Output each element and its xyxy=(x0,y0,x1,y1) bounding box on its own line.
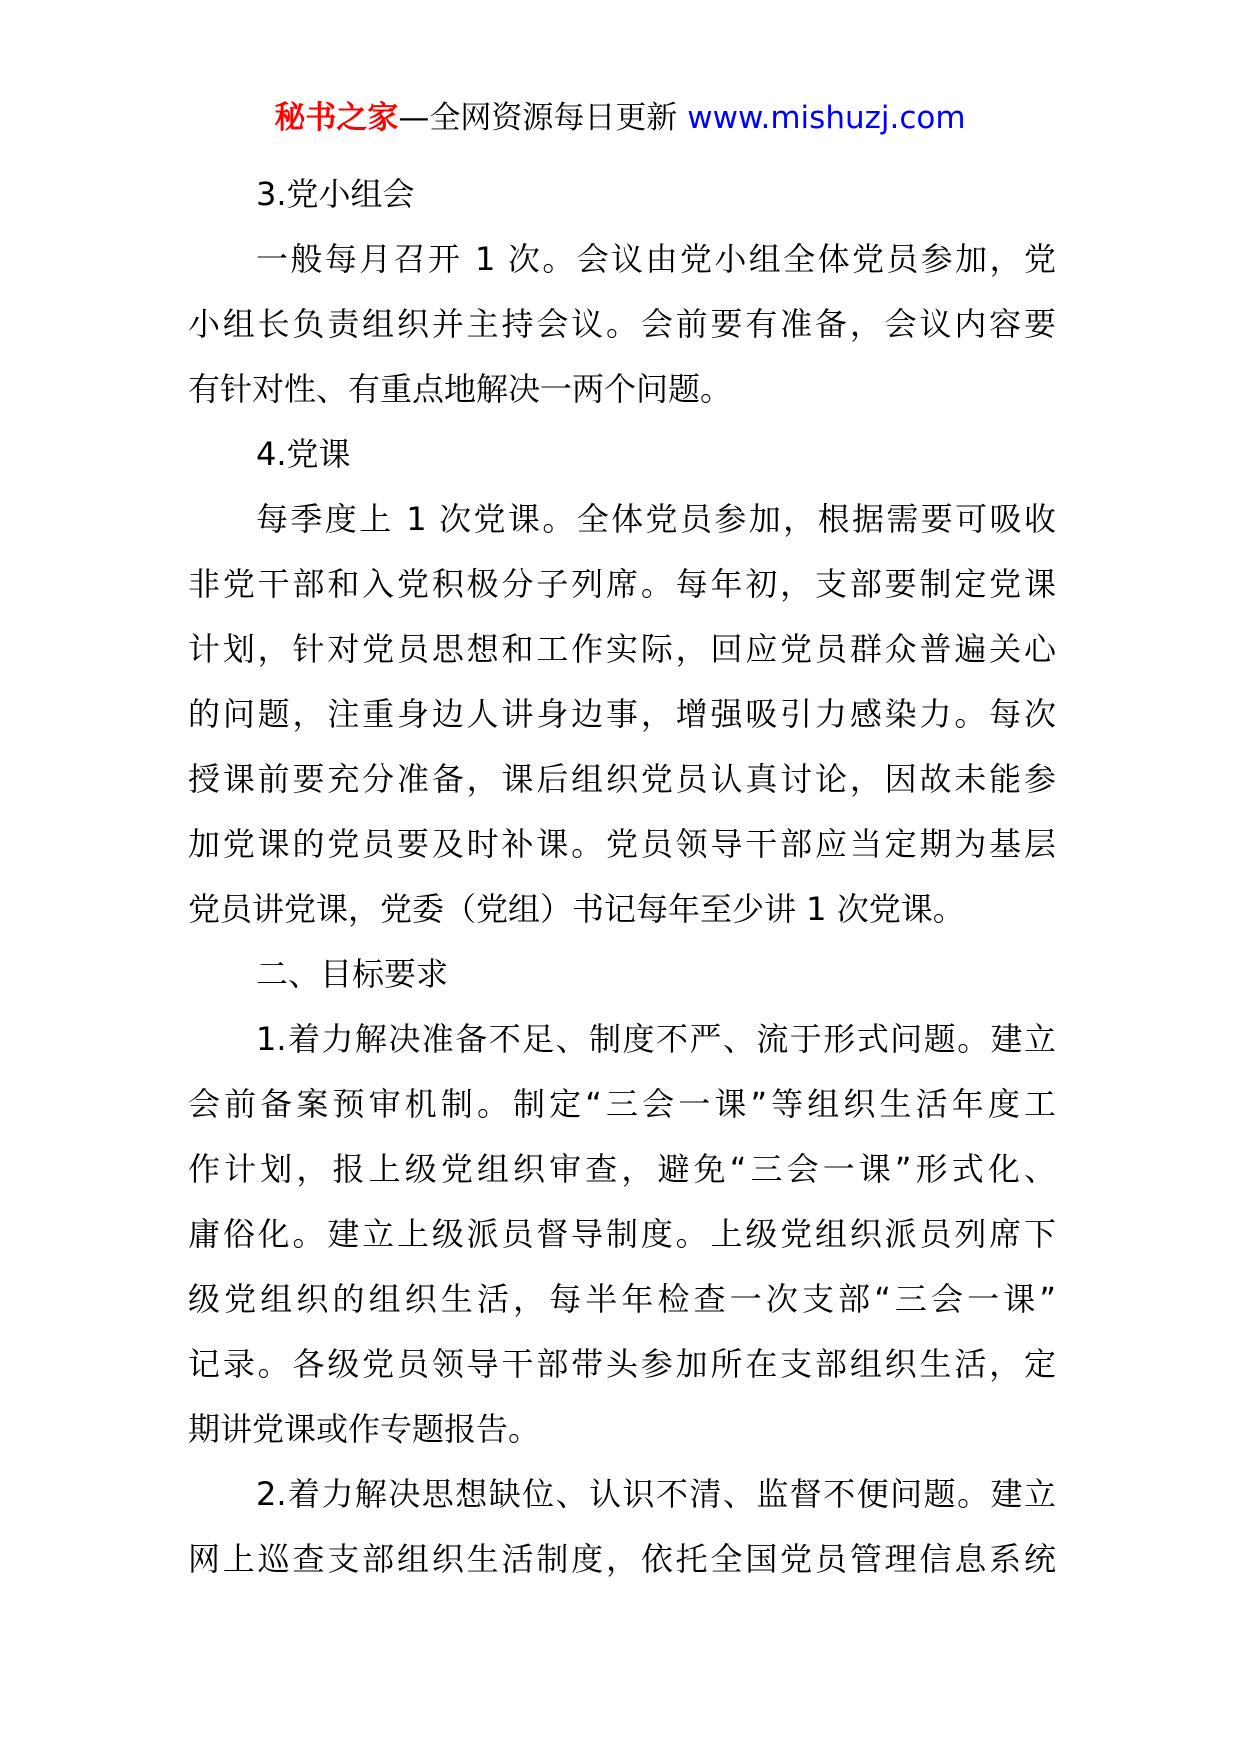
paragraph-line: 庸俗化。建立上级派员督导制度。上级党组织派员列席下 xyxy=(188,1215,1056,1253)
paragraph-line: 期讲党课或作专题报告。 xyxy=(188,1410,541,1448)
paragraph-line: 授课前要充分准备，课后组织党员认真讨论，因故未能参 xyxy=(188,760,1056,798)
paragraph-line: 的问题，注重身边人讲身边事，增强吸引力感染力。每次 xyxy=(188,695,1056,733)
paragraph-line: 非党干部和入党积极分子列席。每年初，支部要制定党课 xyxy=(188,565,1056,603)
paragraph-line: 级党组织的组织生活，每半年检查一次支部“三会一课” xyxy=(188,1280,1056,1318)
paragraph-line: 记录。各级党员领导干部带头参加所在支部组织生活，定 xyxy=(188,1345,1056,1383)
paragraph-line: 网上巡查支部组织生活制度，依托全国党员管理信息系统 xyxy=(188,1540,1056,1578)
paragraph-line: 党员讲党课，党委（党组）书记每年至少讲 1 次党课。 xyxy=(188,890,965,928)
paragraph-line: 计划，针对党员思想和工作实际，回应党员群众普遍关心 xyxy=(188,630,1056,668)
section-heading: 二、目标要求 xyxy=(256,955,449,993)
paragraph-line: 一般每月召开 1 次。会议由党小组全体党员参加，党 xyxy=(256,240,1056,278)
document-body xyxy=(188,162,1056,1592)
paragraph-line: 有针对性、有重点地解决一两个问题。 xyxy=(188,370,733,408)
paragraph-line: 每季度上 1 次党课。全体党员参加，根据需要可吸收 xyxy=(256,500,1056,538)
paragraph-line: 2.着力解决思想缺位、认识不清、监督不便问题。建立 xyxy=(256,1475,1056,1513)
section-heading: 4.党课 xyxy=(256,435,351,473)
header-tagline: —全网资源每日更新 xyxy=(398,100,678,136)
section-heading: 3.党小组会 xyxy=(256,175,415,213)
site-url-link[interactable]: www.mishuzj.com xyxy=(687,100,966,136)
paragraph-line: 加党课的党员要及时补课。党员领导干部应当定期为基层 xyxy=(188,825,1056,863)
paragraph-line: 小组长负责组织并主持会议。会前要有准备，会议内容要 xyxy=(188,305,1056,343)
paragraph-line: 1.着力解决准备不足、制度不严、流于形式问题。建立 xyxy=(256,1020,1056,1058)
paragraph-line: 会前备案预审机制。制定“三会一课”等组织生活年度工 xyxy=(188,1085,1056,1123)
brand-name: 秘书之家 xyxy=(274,100,399,136)
site-header xyxy=(0,96,1240,140)
paragraph-line: 作计划，报上级党组织审查，避免“三会一课”形式化、 xyxy=(188,1150,1056,1188)
